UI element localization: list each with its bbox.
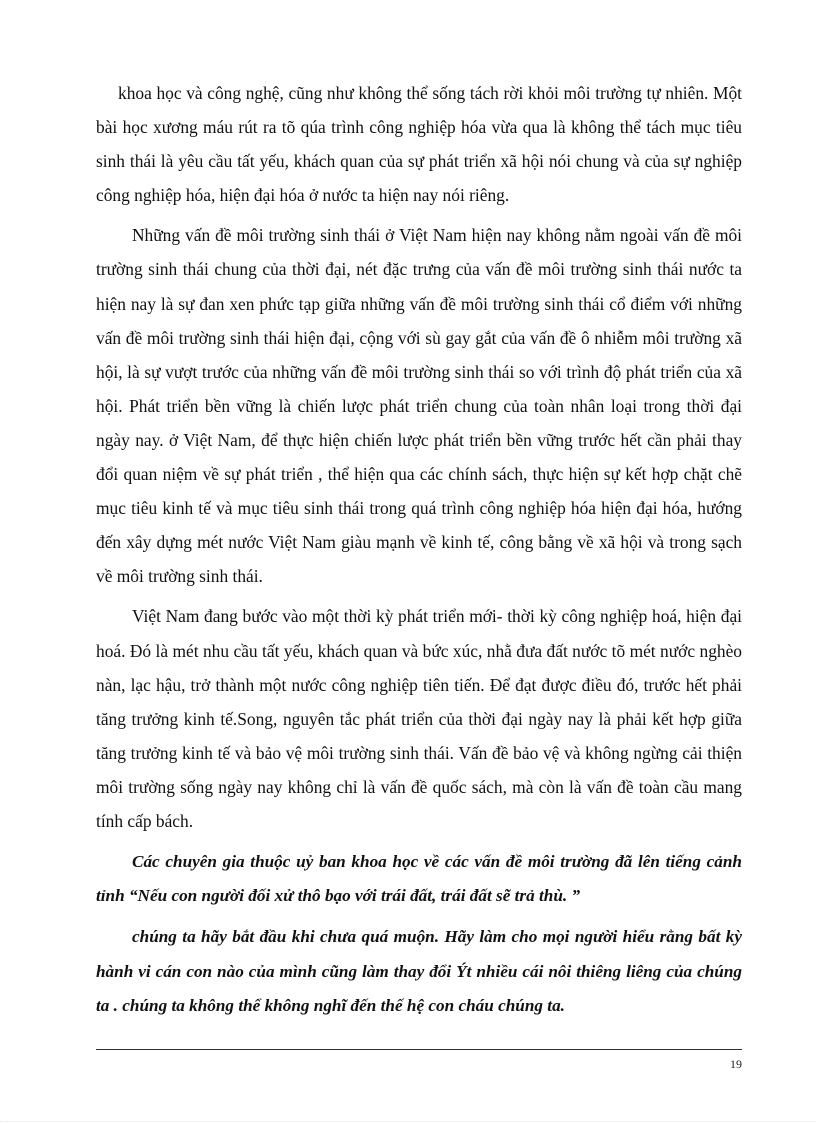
page-bottom-divider: [0, 1121, 816, 1122]
quote-paragraph-2: chúng ta hãy bắt đầu khi chưa quá muộn. Hãy làm cho mọi người hiểu rằng bất kỳ hành vi cán con nào của mình cũng làm thay đổi Ýt nhiều cái nôi thiêng liêng của chúng ta . chúng ta không thể không nghĩ đến thế hệ con cháu chúng ta.: [96, 927, 742, 1015]
page-number: 19: [730, 1057, 742, 1071]
footer-rule: [96, 1049, 742, 1050]
paragraph-2: Những vấn đề môi trường sinh thái ở Việt Nam hiện nay không nằm ngoài vấn đề môi trường sinh thái chung của thời đại, nét đặc trưng của vấn đề môi trường sinh thái nước ta hiện nay là sự đan xen phức tạp giữa những vấn đề môi trường sinh thái cổ điểm với những vấn đề môi trường sinh thái hiện đại, cộng với sù gay gắt của vấn đề ô nhiễm môi trường xã hội, là sự vượt trước của những vấn đề môi trường sinh thái so với trình độ phát triển của xã hội. Phát triển bền vững là chiến lược phát triển chung của toàn nhân loại trong thời đại ngày nay. ở Việt Nam, để thực hiện chiến lược phát triển bền vững trước hết cần phải thay đổi quan niệm về sự phát triển , thể hiện qua các chính sách, thực hiện sự kết hợp chặt chẽ mục tiêu kinh tế và mục tiêu sinh thái trong quá trình công nghiệp hóa hiện đại hóa, hướng đến xây dựng mét nước Việt Nam giàu mạnh về kinh tế, công bằng về xã hội và trong sạch về môi trường sinh thái.: [96, 225, 742, 587]
quote-paragraph-1: Các chuyên gia thuộc uỷ ban khoa học về các vấn đề môi trường đã lên tiếng cảnh tỉnh “Nếu con người đối xử thô bạo với trái đất, trái đất sẽ trả thù. ”: [96, 852, 742, 906]
body-text: [96, 76, 742, 1023]
paragraph-3: Việt Nam đang bước vào một thời kỳ phát triển mới- thời kỳ công nghiệp hoá, hiện đại hoá. Đó là mét nhu cầu tất yếu, khách quan và bức xúc, nhằ đưa đất nước tõ mét nước nghèo nàn, lạc hậu, trở thành một nước công nghiệp tiên tiến. Để đạt được điều đó, trước hết phải tăng trưởng kinh tế.Song, nguyên tắc phát triển của thời đại ngày nay là phải kết hợp giữa tăng trưởng kinh tế và bảo vệ môi trường sinh thái. Vấn đề bảo vệ và không ngừng cải thiện môi trường sống ngày nay không chỉ là vấn đề quốc sách, mà còn là vấn đề toàn cầu mang tính cấp bách.: [96, 606, 742, 831]
paragraph-1: khoa học và công nghệ, cũng như không thể sống tách rời khỏi môi trường tự nhiên. Một bài học xương máu rút ra tõ qúa trình công nghiệp hóa vừa qua là không thể tách mục tiêu sinh thái là yêu cầu tất yếu, khách quan của sự phát triển xã hội nói chung và của sự nghiệp công nghiệp hóa, hiện đại hóa ở nước ta hiện nay nói riêng.: [96, 83, 742, 206]
